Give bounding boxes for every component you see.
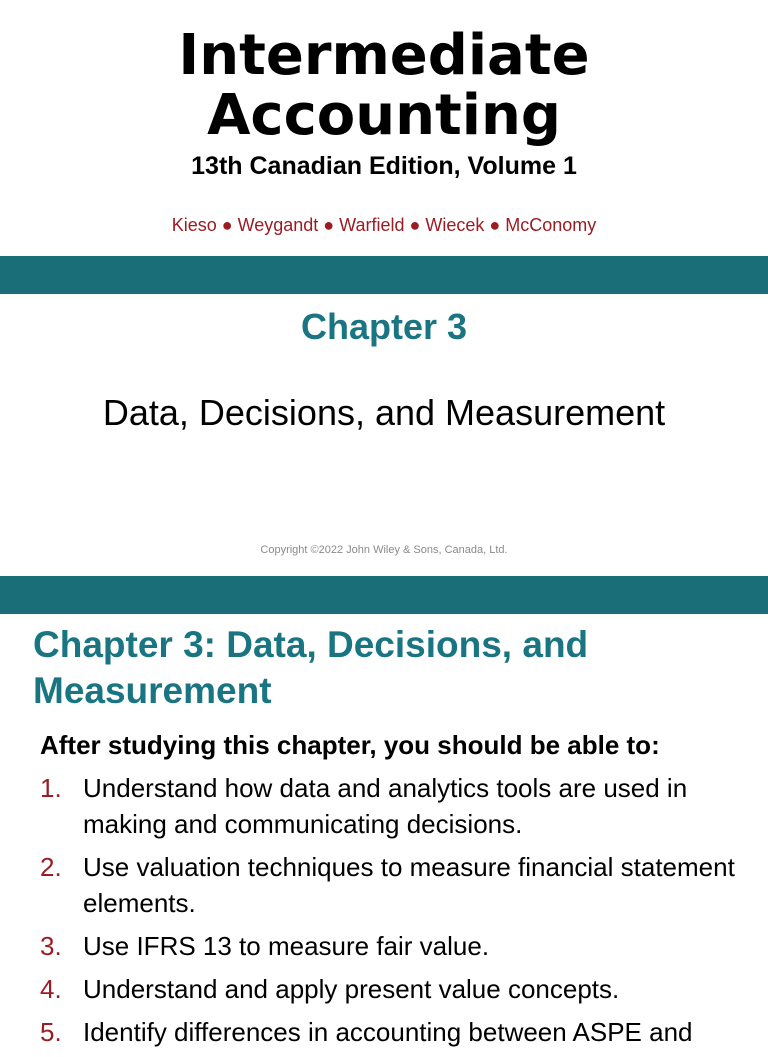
title-slide xyxy=(0,0,768,256)
authors-line: Kieso ● Weygandt ● Warfield ● Wiecek ● McConomy xyxy=(171,215,597,235)
chapter-name: Data, Decisions, and Measurement xyxy=(102,392,666,433)
objective-text: Understand and apply present value concepts. xyxy=(83,974,620,1004)
objective-text: Use IFRS 13 to measure fair value. xyxy=(83,931,490,961)
objective-text: Understand how data and analytics tools are used in making and communicating decisions. xyxy=(83,773,688,839)
objectives-list xyxy=(40,770,740,1057)
objective-number: 4. xyxy=(40,974,62,1004)
objectives-intro: After studying this chapter, you should be able to: xyxy=(40,730,660,760)
objective-text: Use valuation techniques to measure financial statement elements. xyxy=(83,852,735,918)
objective-text: Identify differences in accounting between ASPE and xyxy=(83,1017,693,1047)
slide-divider-band xyxy=(0,256,768,294)
chapter-number: Chapter 3 xyxy=(300,306,468,347)
learning-objectives-slide xyxy=(0,614,768,1047)
slide-heading: Chapter 3: Data, Decisions, and Measurement xyxy=(33,624,589,711)
objective-item xyxy=(40,971,740,1007)
objective-number: 1. xyxy=(40,773,62,803)
objective-item xyxy=(40,928,740,964)
objective-item xyxy=(40,770,740,842)
objective-number: 5. xyxy=(40,1017,62,1047)
objective-item xyxy=(40,849,740,921)
objective-number: 2. xyxy=(40,852,62,882)
edition-subtitle: 13th Canadian Edition, Volume 1 xyxy=(191,152,577,180)
objective-number: 3. xyxy=(40,931,62,961)
slide-divider-band xyxy=(0,576,768,614)
chapter-title-slide xyxy=(0,294,768,576)
objective-item xyxy=(40,1014,740,1050)
copyright-notice: Copyright ©2022 John Wiley & Sons, Canada, Ltd. xyxy=(260,544,508,556)
book-title: Intermediate Accounting xyxy=(178,23,590,148)
